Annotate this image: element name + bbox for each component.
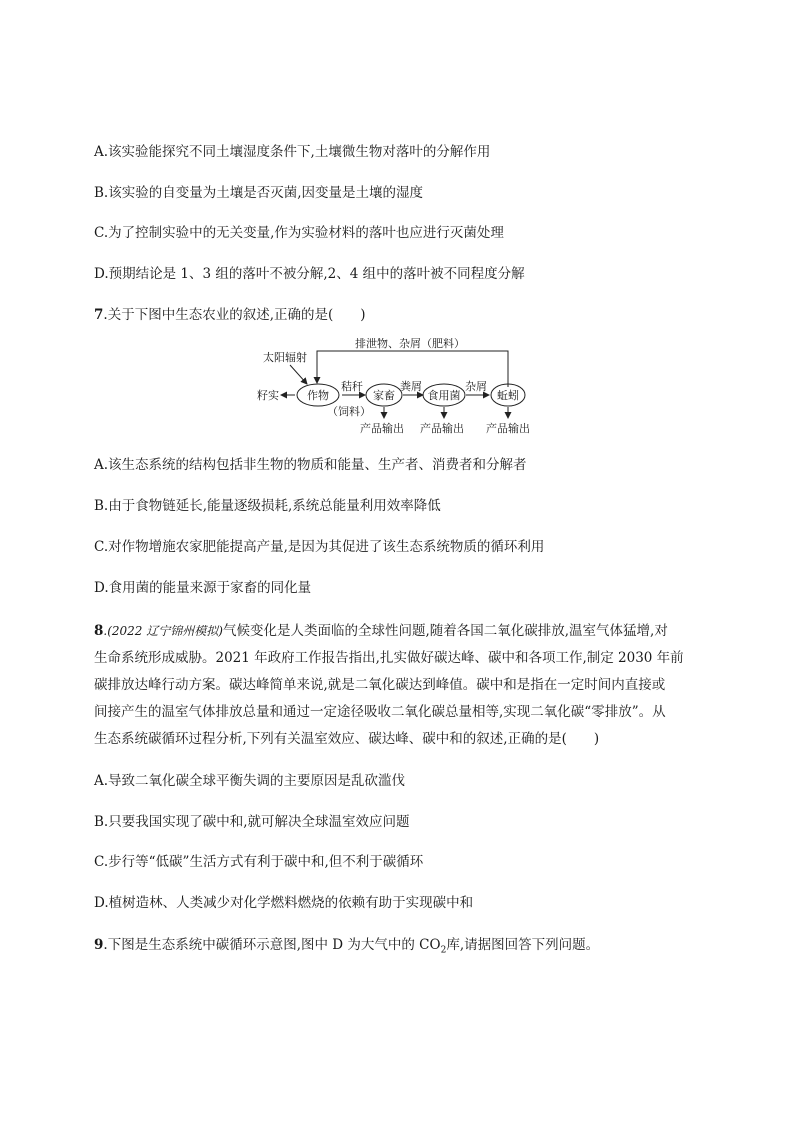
- fertilizer-loop-label: 排泄物、杂屑（肥料）: [355, 338, 465, 350]
- q8-number: 8: [94, 623, 104, 639]
- q6-option-c: C.为了控制实验中的无关变量,作为实验材料的落叶也应进行灭菌处理: [94, 225, 504, 241]
- q7-option-d: D.食用菌的能量来源于家畜的同化量: [94, 580, 312, 596]
- q7-option-b: B.由于食物链延长,能量逐级损耗,系统总能量利用效率降低: [94, 498, 441, 514]
- q8-line-2: 生命系统形成威胁。2021 年政府工作报告指出,扎实做好碳达峰、碳中和各项工作,制定 2030 年前: [94, 650, 684, 666]
- fungus-label: 食用菌: [427, 389, 461, 402]
- q8-line-3: 碳排放达峰行动方案。碳达峰简单来说,就是二氧化碳达到峰值。碳中和是指在一定时间内直接或: [94, 677, 666, 693]
- product-output-label-3: 产品输出: [486, 422, 530, 435]
- q8-line-1: 气候变化是人类面临的全球性问题,随着各国二氧化碳排放,温室气体猛增,对: [222, 623, 668, 639]
- feed-label: （饲料）: [327, 405, 371, 418]
- q9-stem: [94, 935, 599, 961]
- q9-number: 9: [94, 937, 104, 953]
- q8-option-b: B.只要我国实现了碳中和,就可解决全球温室效应问题: [94, 814, 410, 830]
- eco-agriculture-diagram: [255, 338, 545, 438]
- dung-label: 粪屑: [400, 380, 422, 393]
- q8-line-5: 生态系统碳循环过程分析,下列有关温室效应、碳达峰、碳中和的叙述,正确的是( ): [94, 731, 600, 747]
- q8-stem: [94, 618, 700, 753]
- earthworm-label: 蚯蚓: [497, 389, 519, 402]
- q8-option-a: A.导致二氧化碳全球平衡失调的主要原因是乱砍滥伐: [94, 773, 406, 789]
- q9-stem-before: .下图是生态系统中碳循环示意图,图中 D 为大气中的 CO: [103, 937, 441, 953]
- q9-subscript: 2: [440, 945, 447, 956]
- q7-number: 7: [94, 307, 104, 323]
- q9-stem-after: 库,请据图回答下列问题。: [446, 937, 600, 953]
- q8-line-4: 间接产生的温室气体排放总量和通过一定途径吸收二氧化碳总量相等,实现二氧化碳“零排放”。从: [94, 704, 666, 720]
- livestock-label: 家畜: [373, 389, 395, 402]
- q6-option-a: A.该实验能探究不同土壤湿度条件下,土壤微生物对落叶的分解作用: [94, 144, 491, 160]
- q6-option-b: B.该实验的自变量为土壤是否灭菌,因变量是土壤的湿度: [94, 185, 424, 201]
- straw-label: 秸秆: [341, 380, 363, 393]
- product-output-label-2: 产品输出: [420, 422, 464, 435]
- q7-stem: [94, 305, 366, 325]
- sun-label: 太阳辐射: [263, 351, 307, 364]
- seed-label: 籽实: [257, 389, 279, 402]
- q6-option-d: D.预期结论是 1、3 组的落叶不被分解,2、4 组中的落叶被不同程度分解: [94, 266, 525, 282]
- q8-option-d: D.植树造林、人类减少对化学燃料燃烧的依赖有助于实现碳中和: [94, 895, 474, 911]
- product-output-label-1: 产品输出: [360, 422, 404, 435]
- q7-stem-text: .关于下图中生态农业的叙述,正确的是( ): [103, 307, 366, 323]
- crop-label: 作物: [307, 389, 329, 402]
- q7-option-c: C.对作物增施农家肥能提高产量,是因为其促进了该生态系统物质的循环利用: [94, 539, 545, 555]
- debris-label: 杂屑: [465, 380, 487, 393]
- q8-source: .(2022 辽宁锦州模拟): [103, 624, 223, 638]
- q7-option-a: A.该生态系统的结构包括非生物的物质和能量、生产者、消费者和分解者: [94, 457, 527, 473]
- q8-option-c: C.步行等“低碳”生活方式有利于碳中和,但不利于碳循环: [94, 854, 424, 870]
